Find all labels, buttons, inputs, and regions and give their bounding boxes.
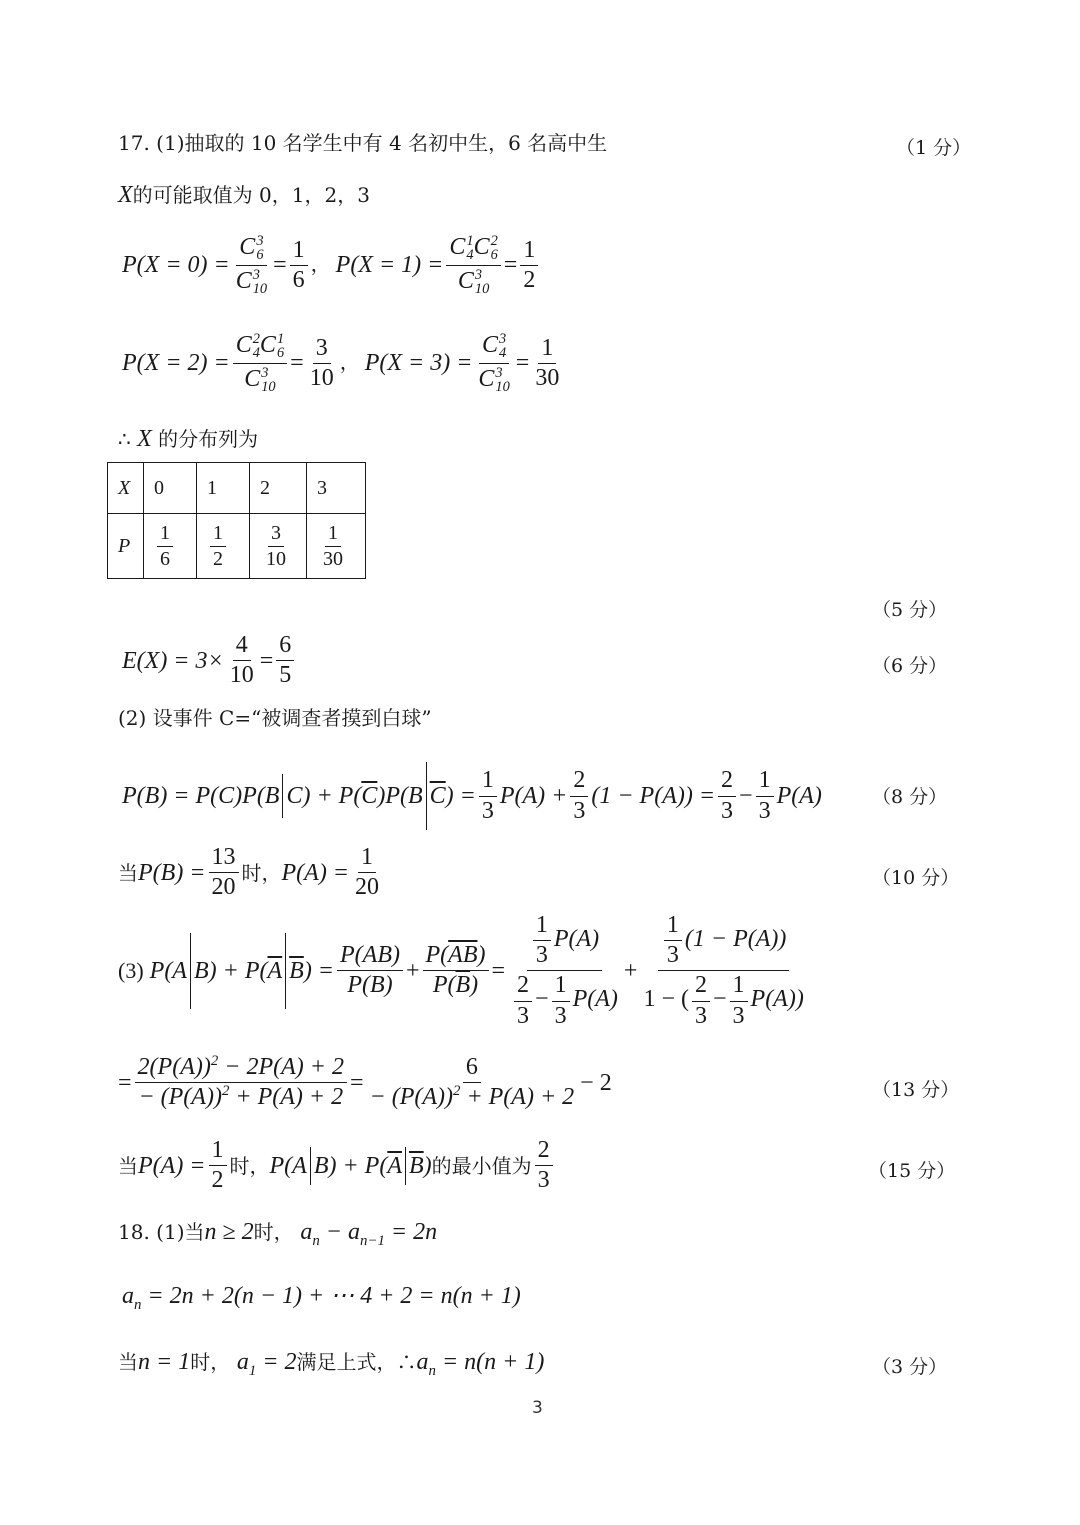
p1-frac: $\frac{1}{2}$: [520, 238, 538, 293]
table-cell: $\frac{1}{6}$: [144, 514, 197, 579]
table-row: [108, 514, 366, 579]
distribution-table: [107, 462, 366, 579]
p17-intro-line: 17. (1)抽取的 10 名学生中有 4 名初中生，6 名高中生: [118, 131, 608, 155]
p2-frac: $\frac{3}{10}$: [309, 334, 334, 391]
score-3: （3 分）: [872, 1356, 948, 1378]
p17-values-line: [118, 183, 370, 207]
var-x: X: [118, 182, 133, 208]
simplify-line: = $\frac{2(P(A))^2 - 2P(A) + 2}{- (P(A))^2 + P(A) + 2}$ = $\frac{6}{- (P(A))^2 + P(A) + 2}$ − 2: [118, 1053, 612, 1111]
p2-comb: C 2 4 C 1 6 C 3 10: [233, 332, 287, 395]
table-cell: $\frac{1}{2}$: [197, 514, 250, 579]
total-prob-line: P(B) = P(C)P(B C) + P( $\overline{C}$ )P(B $\overline{C}$ ) = $\frac{1}{3}$ P(A) + $\frac{2}{3}$ (1 − P(A)) = $\frac{2}{3}$ − $\frac{1}{3}$ P(A): [122, 762, 822, 830]
score-6: （6 分）: [872, 655, 948, 677]
part3-line: (3) P(A B) + P( $\overline{A}$ $\overline{B}$ ) = $\frac{P(AB)}{P(B)}$ + $\frac{P(\overline{AB})}{P(\overline{B})}$ = $\frac{1}{3}$ P(A) $\frac{2}{3}$ − $\frac{1}{3}$ P(A) + $\frac{1}{3}$ (1 − P(A)) 1 − ( $\frac{2}{3}$ − $\frac{1}{3}$ P(A)): [118, 912, 804, 1029]
p18-line-1: 18. (1)当n ≥ 2时， $a_n - a_{n-1} = 2n$: [118, 1219, 438, 1249]
p18-line-2: $a_n = 2n + 2(n - 1)$ + ⋯ 4 + 2 = n(n + 1): [122, 1283, 521, 1313]
table-cell: 1: [197, 463, 250, 514]
score-1: （1 分）: [896, 137, 972, 159]
table-cell: 3: [307, 463, 366, 514]
p1-comb: C 1 4 C 2 6 C 3 10: [446, 234, 500, 297]
p0-lhs: P(X = 0) =: [122, 252, 230, 279]
expectation-line: E(X) = 3× $\frac{4}{10}$ = $\frac{6}{5}$: [122, 633, 297, 688]
table-row: [108, 463, 366, 514]
table-cell: 0: [144, 463, 197, 514]
p18-line-3: 当n = 1时， $a_1 = 2$满足上式，$\therefore a_n = n(n + 1)$: [118, 1349, 545, 1379]
min-value-line: 当 P(A) = $\frac{1}{2}$ 时， P(A B) + P( $\overline{A}$ $\overline{B}$ ) 的最小值为 $\frac{2}{3}$: [118, 1138, 556, 1193]
score-5: （5 分）: [872, 599, 948, 621]
prob-line-2: P(X = 2) = C 2 4 C 1 6 C 3 10 = $\frac{3}{10}$ ， P(X = 3) = C 3 4 C 3 10 = $\frac{1}{30}$: [122, 332, 565, 395]
p2-lhs: P(X = 2) =: [122, 350, 230, 377]
p3-comb: C 3 4 C 3 10: [478, 331, 510, 396]
table-cell: $\frac{1}{30}$: [307, 514, 366, 579]
score-15: （15 分）: [868, 1160, 956, 1182]
pb-condition-line: 当 P(B) = $\frac{13}{20}$ 时， P(A) = $\frac{1}{20}$: [118, 844, 379, 901]
part2-intro: (2) 设事件 C=“被调查者摸到白球”: [118, 706, 432, 730]
table-cell: 2: [250, 463, 307, 514]
score-8: （8 分）: [872, 786, 948, 808]
score-13: （13 分）: [872, 1079, 960, 1101]
p0-frac: $\frac{1}{6}$: [290, 238, 308, 293]
p3-lhs: P(X = 3) =: [364, 350, 473, 377]
p1-lhs: P(X = 1) =: [335, 252, 444, 279]
p3-frac: $\frac{1}{30}$: [535, 334, 560, 391]
dist-intro: ∴ X 的分布列为: [118, 426, 259, 452]
score-10: （10 分）: [872, 867, 960, 889]
page-number: 3: [532, 1398, 543, 1418]
p0-comb: C 3 6 C 3 10: [235, 233, 268, 298]
table-cell: $\frac{3}{10}$: [250, 514, 307, 579]
prob-line-1: P(X = 0) = C 3 6 C 3 10 = $\frac{1}{6}$ ， P(X = 1) = C 1 4 C 2 6 C 3 10 = $\frac{1}{2}$: [122, 234, 541, 297]
table-cell: P: [108, 514, 144, 579]
values-text: 的可能取值为 0，1，2，3: [132, 183, 370, 207]
table-cell: X: [108, 463, 144, 514]
